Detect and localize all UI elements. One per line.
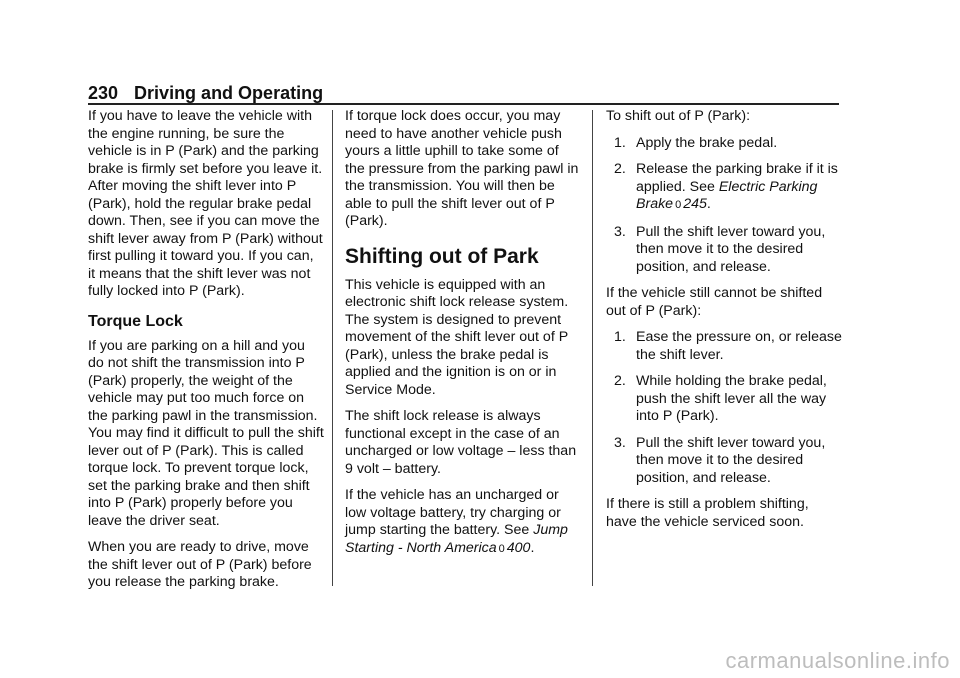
list-item: 2. Release the parking brake if it is applied. See Electric Parking Brake 0 245. xyxy=(606,161,842,215)
column-2 xyxy=(345,108,580,567)
page-ref-400[interactable]: 400 xyxy=(506,539,531,556)
heading-shifting-out-of-park: Shifting out of Park xyxy=(345,244,539,268)
paragraph-closing: If there is still a problem shifting, have the vehicle serviced soon. xyxy=(606,496,809,530)
watermark: carmanualsonline.info xyxy=(725,648,950,673)
list-item: 2. While holding the brake pedal, push the shift lever all the way into P (Park). xyxy=(614,373,827,424)
section-title: Driving and Operating xyxy=(134,83,324,103)
intro-shift-out: To shift out of P (Park): xyxy=(606,108,751,124)
page-ref-245[interactable]: 245 xyxy=(683,196,707,212)
list-item: 3. Pull the shift lever toward you, then move it to the desired position, and release. xyxy=(614,434,826,486)
page-number: 230 xyxy=(88,83,119,103)
paragraph-uncharged-battery: If the vehicle has an uncharged or low voltage battery, try charging or jump starting the battery. See Jump Starting - North America 0 400. xyxy=(345,487,580,558)
steps-shift-out xyxy=(606,135,842,277)
intro-still-cannot-shift: If the vehicle still cannot be shifted out of P (Park): xyxy=(606,285,823,319)
page-ref-icon: 0 xyxy=(675,199,682,211)
paragraph-torque-lock: If you are parking on a hill and you do not shift the transmission into P (Park) properly, the weight of the vehicle may put too much force on the parking pawl in the transmission. You may find it difficult to pull the shift lever out of P (Park). This is called torque lock. To prevent torque lock, set the parking brake and then shift into P (Park) properly before you leave the driver seat. xyxy=(88,337,324,529)
paragraph-torque-occurs: If torque lock does occur, you may need to have another vehicle push yours a little uphill to take some of the pressure from the parking pawl in the transmission. You will then be able to pull the shift lever out of P (Park). xyxy=(345,108,579,229)
column-divider-1 xyxy=(332,110,333,586)
list-item: 1. Ease the pressure on, or release the shift lever. xyxy=(614,329,842,363)
heading-torque-lock: Torque Lock xyxy=(88,312,183,330)
paragraph-shift-lock-functional: The shift lock release is always functional except in the case of an uncharged or low voltage – less than 9 volt – battery. xyxy=(345,408,577,477)
page-header xyxy=(88,82,323,104)
link-electric-parking-brake[interactable]: Electric Parking Brake xyxy=(636,178,818,212)
paragraph-ready-to-drive: When you are ready to drive, move the shift lever out of P (Park) before you release the parking brake. xyxy=(88,539,312,590)
column-1 xyxy=(88,108,324,601)
header-rule xyxy=(88,103,839,105)
column-3 xyxy=(606,108,842,540)
list-item: 3. Pull the shift lever toward you, then move it to the desired position, and release. xyxy=(614,223,826,275)
link-jump-starting[interactable]: Jump Starting - North America xyxy=(345,522,568,556)
column-divider-2 xyxy=(592,110,593,586)
list-item: 1. Apply the brake pedal. xyxy=(614,134,778,151)
steps-still-cannot-shift xyxy=(606,329,842,487)
paragraph-shift-lock-system: This vehicle is equipped with an electronic shift lock release system. The system is designed to prevent movement of the shift lever out of P (Park), unless the brake pedal is applied and the ignition is on or in Service Mode. xyxy=(345,276,569,398)
page-ref-icon: 0 xyxy=(498,542,505,555)
paragraph-leave-running: If you have to leave the vehicle with the engine running, be sure the vehicle is in P (Park) and the parking brake is firmly set before you leave it. After moving the shift lever into P (Park), hold the regular brake pedal down. Then, see if you can move the shift lever away from P (Park) without first pulling it toward you. If you can, it means that the shift lever was not fully locked into P (Park). xyxy=(88,108,323,299)
